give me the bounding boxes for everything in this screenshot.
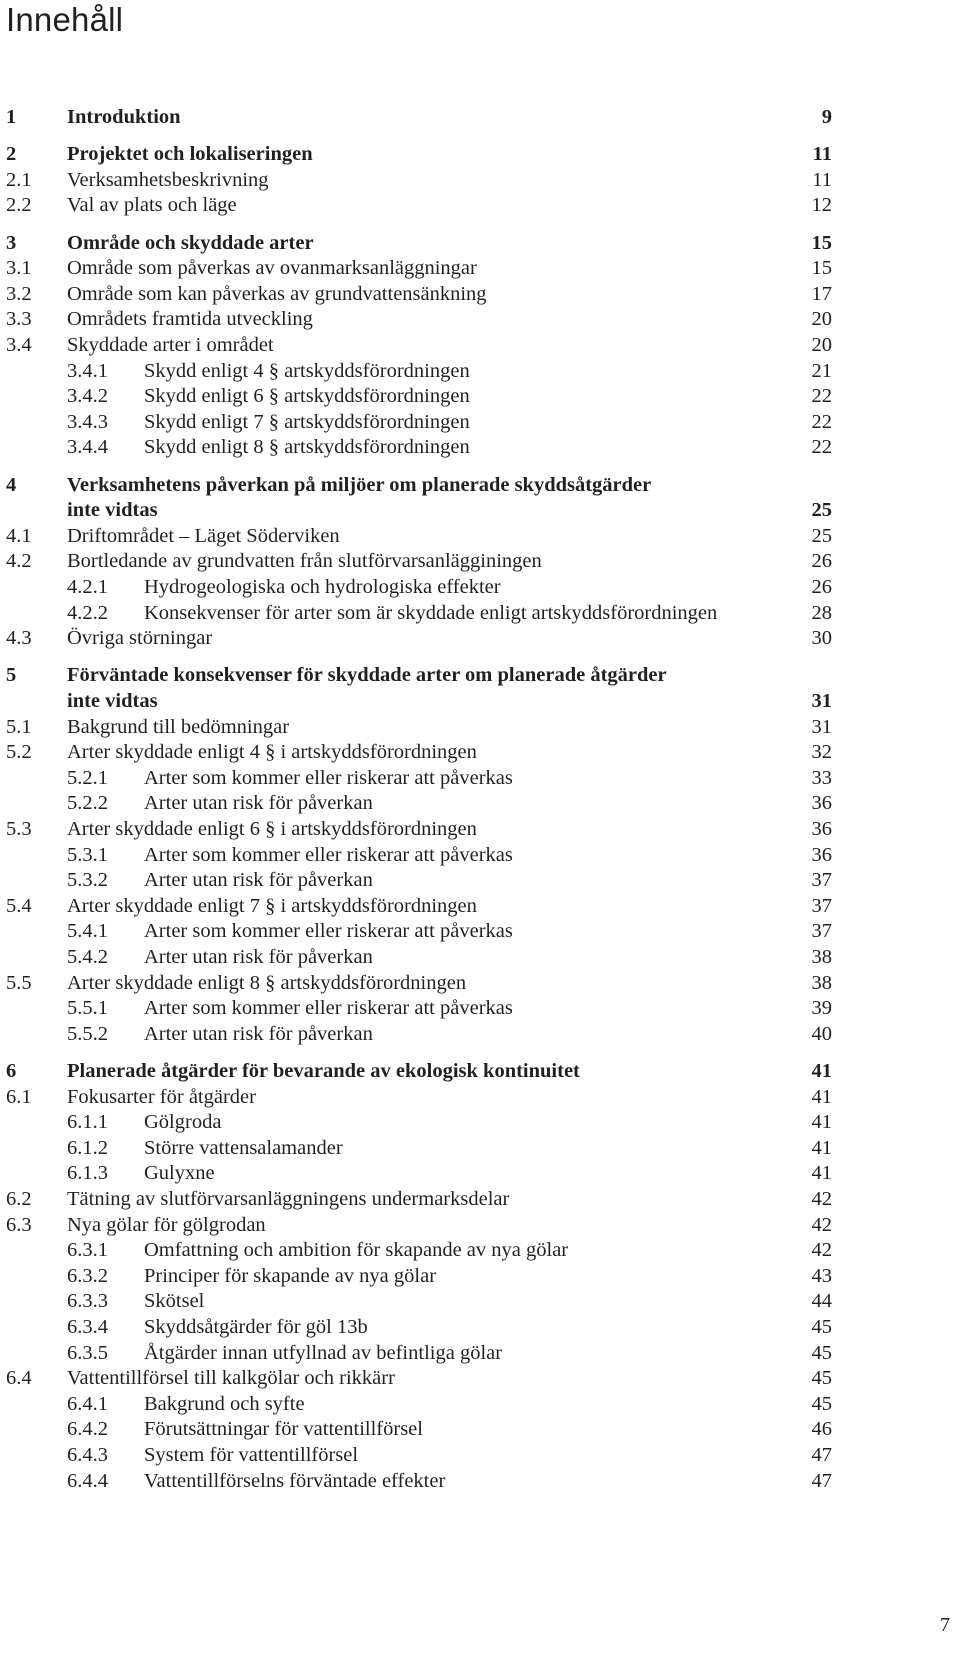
- toc-entry-title: Arter som kommer eller riskerar att påverkas: [144, 843, 513, 866]
- toc-entry-number: 3.1: [6, 257, 32, 280]
- toc-entry-title: Gölgroda: [144, 1111, 222, 1134]
- toc-entry-title: Driftområdet – Läget Söderviken: [67, 524, 340, 547]
- toc-entry-number: 4.2.1: [67, 576, 108, 598]
- toc-entry-number: 6.4.2: [67, 1418, 108, 1441]
- toc-entry-title: Områdets framtida utveckling: [67, 308, 313, 331]
- toc-entry-page: 41: [811, 1111, 832, 1134]
- toc-entry-number: 5.1: [6, 715, 32, 738]
- toc-entry-number: 5.4: [6, 894, 32, 917]
- toc-entry-page: 45: [811, 1341, 832, 1364]
- toc-entry: [0, 383, 960, 410]
- toc-entry-title: Skydd enligt 4 § artskyddsförordningen: [144, 359, 470, 382]
- toc-entry-page: 47: [811, 1469, 832, 1492]
- toc-entry-number: 6.4.3: [67, 1444, 108, 1466]
- toc-entry-number: 6.1.2: [67, 1136, 108, 1159]
- toc-entry-page: 37: [811, 894, 832, 917]
- toc-entry-title: Val av plats och läge: [67, 194, 237, 217]
- toc-entry-title: Hydrogeologiska och hydrologiska effekter: [144, 576, 501, 598]
- toc-entry: [0, 918, 960, 945]
- toc-entry: [0, 409, 960, 436]
- toc-entry-number: 3.3: [6, 308, 32, 331]
- toc-entry-number: 2.1: [6, 168, 32, 191]
- toc-entry-title: Skyddade arter i området: [67, 334, 274, 356]
- toc-entry-title: Arter som kommer eller riskerar att påverkas: [144, 766, 513, 789]
- toc-entry-page: 15: [811, 257, 832, 280]
- toc-entry-title: Arter som kommer eller riskerar att påverkas: [144, 997, 513, 1020]
- toc-entry-number: 6.4.4: [67, 1469, 108, 1492]
- toc-entry-page: 26: [811, 550, 832, 573]
- toc-entry-page: 36: [811, 818, 832, 840]
- toc-entry-page: 21: [811, 359, 832, 382]
- toc-entry: [0, 1391, 960, 1418]
- toc-entry-page: 43: [811, 1264, 832, 1287]
- toc-entry-page: 45: [811, 1367, 832, 1390]
- toc-entry-title: Nya gölar för gölgrodan: [67, 1213, 266, 1236]
- toc-entry-number: 3.2: [6, 282, 32, 305]
- toc-entry: [0, 1186, 960, 1213]
- toc-entry-page: 17: [811, 282, 832, 305]
- toc-entry: [0, 688, 960, 715]
- toc-entry-page: 38: [811, 971, 832, 994]
- toc-entry: [0, 944, 960, 971]
- toc-entry-page: 26: [811, 576, 832, 598]
- toc-entry-page: 22: [811, 410, 832, 433]
- toc-entry-number: 6.3.4: [67, 1316, 108, 1338]
- toc-entry-number: 4: [6, 473, 17, 496]
- toc-entry: [0, 192, 960, 219]
- toc-entry-page: 45: [811, 1316, 832, 1338]
- toc-entry-number: 6.3.1: [67, 1239, 108, 1262]
- toc-entry-number: 4.2.2: [67, 601, 108, 624]
- toc-entry: [0, 816, 960, 843]
- toc-entry-title: Tätning av slutförvarsanläggningens undermarksdelar: [67, 1188, 510, 1210]
- toc-entry-title: Område som kan påverkas av grundvattensänkning: [67, 282, 487, 305]
- toc-entry-page: 31: [811, 715, 832, 738]
- toc-entry-number: 6.2: [6, 1188, 32, 1210]
- toc-entry-page: 20: [811, 308, 832, 331]
- toc-entry-page: 25: [811, 524, 832, 547]
- toc-entry: [0, 1160, 960, 1187]
- toc-entry-title: Förväntade konsekvenser för skyddade arter om planerade åtgärder: [67, 664, 667, 687]
- toc-entry: [0, 255, 960, 282]
- toc-entry: [0, 1135, 960, 1162]
- toc-entry-number: 3.4.3: [67, 410, 108, 433]
- toc-entry: [0, 995, 960, 1022]
- toc-entry-number: 2.2: [6, 194, 32, 217]
- toc-entry-title: Verksamhetens påverkan på miljöer om planerade skyddsåtgärder: [67, 473, 652, 496]
- toc-entry-title: Arter utan risk för påverkan: [144, 946, 373, 968]
- toc-entry: [0, 1314, 960, 1341]
- toc-entry-title: Arter som kommer eller riskerar att påverkas: [144, 920, 513, 943]
- toc-entry-title: Område och skyddade arter: [67, 231, 314, 254]
- toc-entry: [0, 662, 960, 689]
- toc-entry-number: 5: [6, 664, 17, 687]
- toc-entry-number: 2: [6, 143, 17, 166]
- toc-entry: [0, 1416, 960, 1443]
- toc-entry: [0, 765, 960, 792]
- toc-entry-title: Arter utan risk för påverkan: [144, 792, 373, 815]
- toc-entry-number: 6.3.5: [67, 1341, 108, 1364]
- toc-entry: [0, 1212, 960, 1239]
- toc-entry-page: 42: [811, 1239, 832, 1262]
- toc-entry: [0, 497, 960, 524]
- toc-entry-title: Skydd enligt 8 § artskyddsförordningen: [144, 436, 470, 459]
- toc-entry: [0, 625, 960, 652]
- toc-entry-number: 6.3: [6, 1213, 32, 1236]
- toc-entry-page: 41: [811, 1085, 832, 1108]
- toc-entry-number: 5.3.1: [67, 843, 108, 866]
- toc-entry-page: 33: [811, 766, 832, 789]
- toc-entry: [0, 434, 960, 461]
- toc-entry-page: 44: [811, 1290, 832, 1313]
- toc-entry-page: 9: [821, 106, 832, 128]
- toc-entry: [0, 548, 960, 575]
- toc-entry-number: 6.1.3: [67, 1162, 108, 1185]
- toc-entry-title: inte vidtas: [67, 690, 158, 712]
- toc-entry: [0, 739, 960, 766]
- toc-entry-title: inte vidtas: [67, 499, 158, 522]
- toc-entry-title: Arter skyddade enligt 4 § i artskyddsförordningen: [67, 741, 477, 764]
- toc-entry-page: 47: [811, 1444, 832, 1466]
- toc-entry-title: Planerade åtgärder för bevarande av ekologisk kontinuitet: [67, 1060, 580, 1082]
- toc-entry-page: 31: [811, 690, 832, 712]
- toc-entry: [0, 230, 960, 257]
- toc-entry-number: 6.3.2: [67, 1264, 108, 1287]
- toc-entry-number: 5.5.1: [67, 997, 108, 1020]
- toc-entry-page: 45: [811, 1392, 832, 1415]
- toc-entry-number: 6: [6, 1060, 17, 1082]
- toc-entry: [0, 281, 960, 308]
- toc-entry: [0, 842, 960, 869]
- toc-entry-number: 5.4.2: [67, 946, 108, 968]
- toc-entry-number: 5.5.2: [67, 1022, 108, 1045]
- toc-entry-page: 46: [811, 1418, 832, 1441]
- toc-entry-title: Arter utan risk för påverkan: [144, 1022, 373, 1045]
- toc-entry: [0, 104, 960, 131]
- toc-entry-title: Större vattensalamander: [144, 1136, 343, 1159]
- toc-entry-number: 4.3: [6, 627, 32, 650]
- toc-entry: [0, 1084, 960, 1111]
- toc-entry-page: 28: [811, 601, 832, 624]
- toc-entry-page: 41: [811, 1136, 832, 1159]
- toc-entry-title: Arter skyddade enligt 6 § i artskyddsförordningen: [67, 818, 477, 840]
- toc-entry: [0, 970, 960, 997]
- toc-entry-number: 3.4.2: [67, 385, 108, 408]
- toc-entry-page: 39: [811, 997, 832, 1020]
- toc-entry-page: 36: [811, 843, 832, 866]
- toc-entry-page: 42: [811, 1213, 832, 1236]
- toc-entry-title: Bakgrund och syfte: [144, 1392, 305, 1415]
- toc-entry-title: Arter utan risk för påverkan: [144, 869, 373, 892]
- toc-entry-title: Introduktion: [67, 106, 181, 128]
- toc-entry: [0, 893, 960, 920]
- toc-entry-page: 42: [811, 1188, 832, 1210]
- toc-entry-page: 15: [811, 231, 832, 254]
- toc-entry: [0, 1058, 960, 1085]
- toc-entry-page: 41: [811, 1162, 832, 1185]
- toc-entry-number: 6.1: [6, 1085, 32, 1108]
- toc-entry: [0, 1263, 960, 1290]
- toc-entry: [0, 358, 960, 385]
- toc-entry-number: 4.2: [6, 550, 32, 573]
- toc-entry-title: Skyddsåtgärder för göl 13b: [144, 1316, 368, 1338]
- toc-entry-page: 22: [811, 385, 832, 408]
- toc-entry-title: Skydd enligt 6 § artskyddsförordningen: [144, 385, 470, 408]
- toc-entry: [0, 1109, 960, 1136]
- toc-entry-title: Fokusarter för åtgärder: [67, 1085, 256, 1108]
- toc-entry-page: 32: [811, 741, 832, 764]
- toc-entry-title: Vattentillförselns förväntade effekter: [144, 1469, 446, 1492]
- toc-entry: [0, 574, 960, 601]
- toc-entry-number: 5.2.2: [67, 792, 108, 815]
- toc-entry-number: 5.3.2: [67, 869, 108, 892]
- toc-entry: [0, 1365, 960, 1392]
- toc-entry: [0, 167, 960, 194]
- toc-entry-page: 22: [811, 436, 832, 459]
- toc-entry-number: 3.4.1: [67, 359, 108, 382]
- toc-entry-title: Verksamhetsbeskrivning: [67, 168, 269, 191]
- toc-entry-title: Arter skyddade enligt 7 § i artskyddsförordningen: [67, 894, 477, 917]
- toc-entry-number: 5.2: [6, 741, 32, 764]
- toc-entry-number: 4.1: [6, 524, 32, 547]
- page-number: 7: [940, 1614, 950, 1636]
- toc-entry-page: 30: [811, 627, 832, 650]
- toc-entry-title: Förutsättningar för vattentillförsel: [144, 1418, 423, 1441]
- toc-entry-number: 6.4.1: [67, 1392, 108, 1415]
- toc-entry-number: 5.3: [6, 818, 32, 840]
- toc-entry: [0, 1442, 960, 1469]
- toc-entry: [0, 1468, 960, 1495]
- toc-entry-title: Vattentillförsel till kalkgölar och rikkärr: [67, 1367, 395, 1390]
- toc-entry-page: 36: [811, 792, 832, 815]
- toc-entry-page: 38: [811, 946, 832, 968]
- toc-entry-title: Gulyxne: [144, 1162, 215, 1185]
- toc-entry-title: Skötsel: [144, 1290, 205, 1313]
- toc-entry: [0, 141, 960, 168]
- toc-entry-page: 11: [812, 168, 832, 191]
- toc-entry-title: Övriga störningar: [67, 627, 213, 650]
- toc-entry-title: Område som påverkas av ovanmarksanläggningar: [67, 257, 477, 280]
- toc-entry-number: 5.5: [6, 971, 32, 994]
- toc-entry-number: 3: [6, 231, 17, 254]
- toc-entry-number: 5.2.1: [67, 766, 108, 789]
- toc-entry-title: Åtgärder innan utfyllnad av befintliga gölar: [144, 1341, 503, 1364]
- toc-entry: [0, 1340, 960, 1367]
- toc-entry-title: System för vattentillförsel: [144, 1444, 359, 1466]
- toc-entry-page: 25: [811, 499, 832, 522]
- toc-entry-page: 37: [811, 869, 832, 892]
- toc-entry-number: 5.4.1: [67, 920, 108, 943]
- toc-entry: [0, 472, 960, 499]
- toc-entry: [0, 600, 960, 627]
- toc-entry-page: 11: [812, 143, 832, 166]
- toc-entry-number: 3.4: [6, 334, 32, 356]
- toc-entry-number: 3.4.4: [67, 436, 108, 459]
- toc-entry-title: Projektet och lokaliseringen: [67, 143, 313, 166]
- toc-entry-title: Konsekvenser för arter som är skyddade enligt artskyddsförordningen: [144, 601, 718, 624]
- toc-entry-number: 1: [6, 106, 17, 128]
- toc-entry: [0, 523, 960, 550]
- toc-entry-number: 6.3.3: [67, 1290, 108, 1313]
- toc-entry: [0, 867, 960, 894]
- toc-entry-title: Bortledande av grundvatten från slutförvarsanlägginingen: [67, 550, 542, 573]
- toc-entry: [0, 1288, 960, 1315]
- toc-entry-title: Omfattning och ambition för skapande av nya gölar: [144, 1239, 569, 1262]
- toc-entry-title: Bakgrund till bedömningar: [67, 715, 290, 738]
- toc-entry-title: Principer för skapande av nya gölar: [144, 1264, 437, 1287]
- toc-entry-page: 37: [811, 920, 832, 943]
- toc-entry: [0, 790, 960, 817]
- toc-entry: [0, 1021, 960, 1048]
- toc-entry-page: 41: [811, 1060, 832, 1082]
- toc-entry-number: 6.1.1: [67, 1111, 108, 1134]
- toc-entry: [0, 714, 960, 741]
- toc-entry: [0, 332, 960, 359]
- page-title: Innehåll: [6, 1, 124, 38]
- toc-entry-title: Arter skyddade enligt 8 § artskyddsförordningen: [67, 971, 467, 994]
- toc-entry-page: 40: [811, 1022, 832, 1045]
- toc-entry-number: 6.4: [6, 1367, 32, 1390]
- toc-entry-page: 20: [811, 334, 832, 356]
- toc-entry: [0, 1237, 960, 1264]
- toc-entry-page: 12: [811, 194, 832, 217]
- toc-entry: [0, 306, 960, 333]
- toc-entry-title: Skydd enligt 7 § artskyddsförordningen: [144, 410, 470, 433]
